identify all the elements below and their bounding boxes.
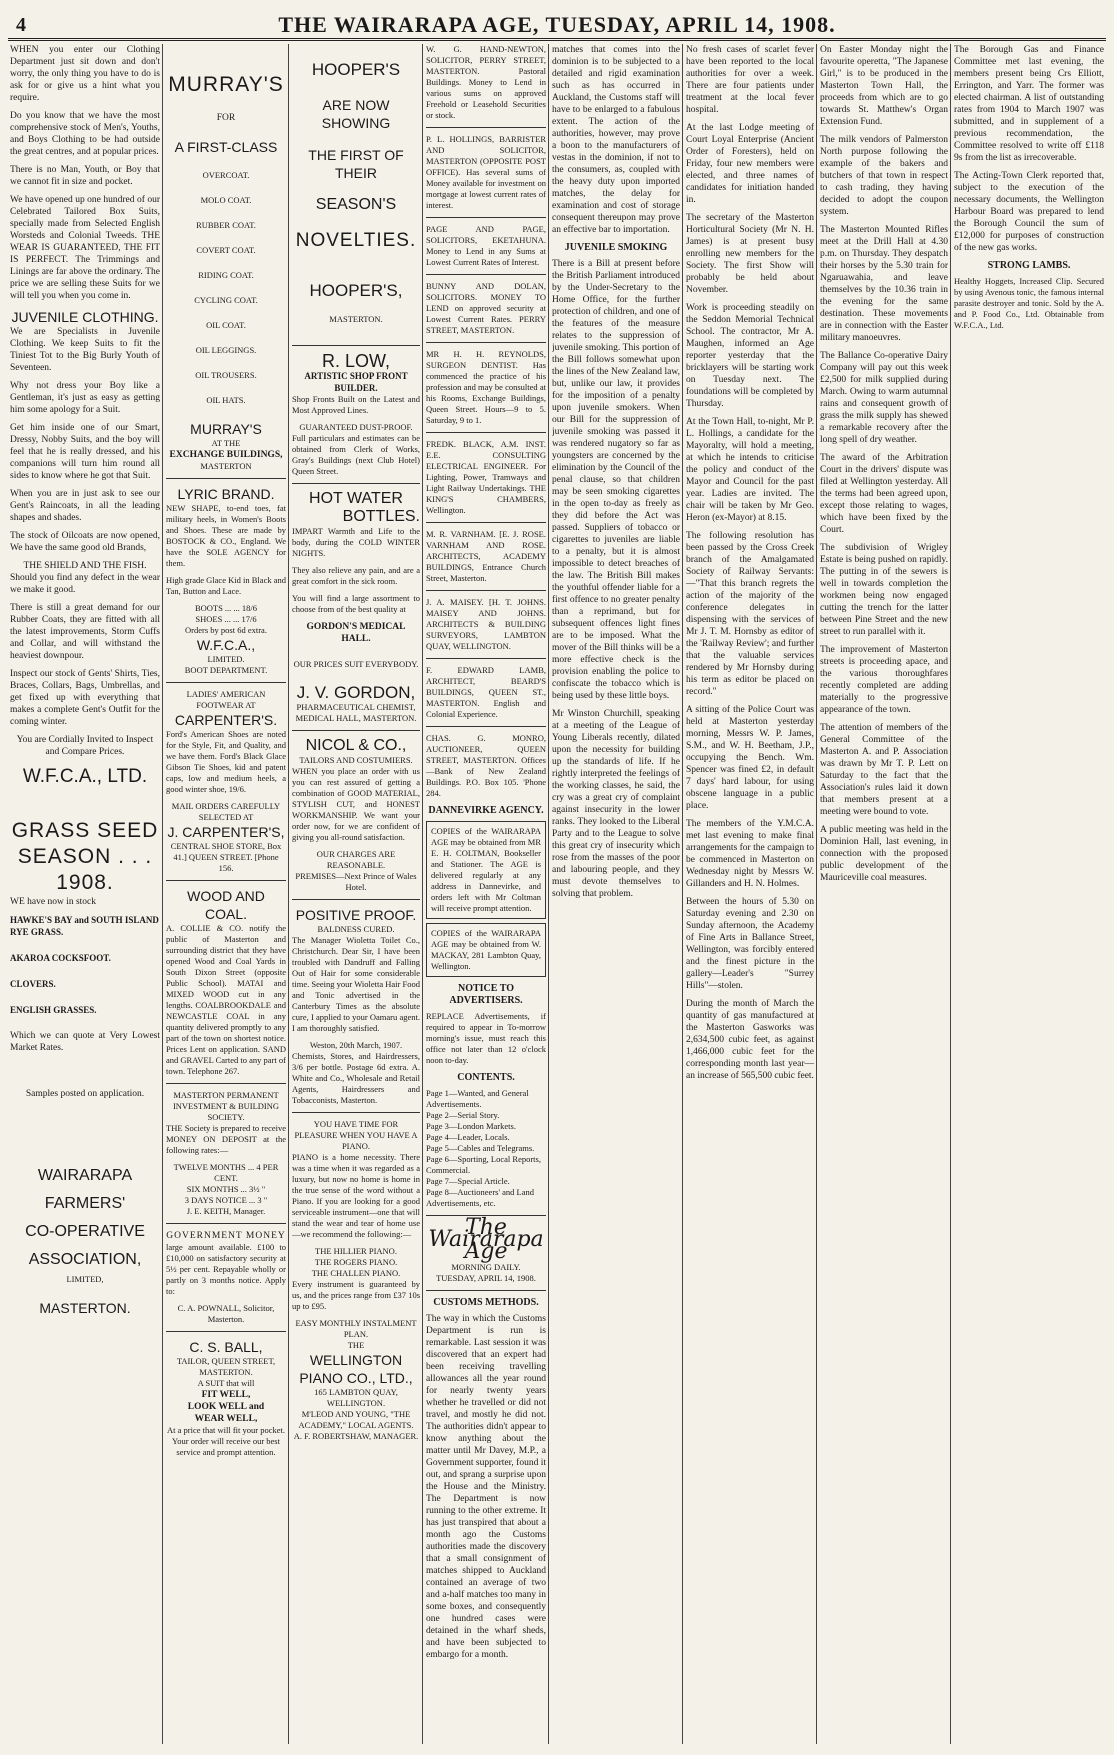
ad-text: They also relieve any pain, and are a great comfort in the sick room. bbox=[292, 565, 420, 586]
stock-item: AKAROA COCKSFOOT. bbox=[10, 953, 111, 963]
business-card: J. A. MAISEY. [H. T. JOHNS. MAISEY AND JOHNS. ARCHITECTS & BUILDING SURVEYORS, LAMBTON QUAY, WELLINGTON. bbox=[426, 597, 546, 651]
business-card: M. R. VARNHAM. [E. J. ROSE. VARNHAM AND ROSE. ARCHITECTS, ACADEMY BUILDINGS, Entrance Church Street, Masterton. bbox=[426, 529, 546, 583]
local-paragraph: Between the hours of 5.30 on Saturday evening and 2.30 on Sunday afternoon, the Academy of Fine Arts in Ballance Street, Wellington, was forcibly entered and the finest picture in the gallery—Leader's "Surrey Hills"—stolen. bbox=[686, 897, 814, 991]
coat-item: MOLO COAT. bbox=[200, 195, 252, 205]
article-paragraph: Should you find any defect in the wear we make it good. bbox=[10, 573, 160, 595]
column-rule bbox=[422, 44, 423, 1744]
article-paragraph: There is still a great demand for our Rubber Coats, they are fitted with all the latest improvements, Storm Cuffs and Collar, and will withstand the heaviest downpour. bbox=[10, 603, 160, 661]
carpenter-heading: CARPENTER'S. bbox=[174, 712, 278, 728]
column-1 bbox=[10, 44, 160, 1744]
business-card: PAGE AND PAGE, SOLICITORS, EKETAHUNA. Money to Lend in any Sums at Lowest Current Rates of Interest. bbox=[426, 224, 546, 267]
ball-heading: C. S. BALL, bbox=[189, 1339, 263, 1355]
local-paragraph: At the Town Hall, to-night, Mr P. L. Hollings, a candidate for the Mayoralty, will hold a meeting, at which he intends to criticise the policy and conduct of the Mayor and Council for the past year. Ladies are invited. The chair will be taken by Mr Geo. Heron (ex-Mayor) at 8.15. bbox=[686, 417, 814, 523]
ad-text: Weston, 20th March, 1907. bbox=[309, 1040, 403, 1050]
ad-text: PREMISES—Next Prince of Wales Hotel. bbox=[295, 871, 417, 892]
contents-item: Page 3—London Markets. bbox=[426, 1121, 516, 1131]
notice-text: REPLACE Advertisements, if required to appear in To-morrow morning's issue, must reach this office not later than 12 o'clock noon to-day. bbox=[426, 1011, 546, 1065]
local-paragraph: The milk vendors of Palmerston North purpose following the example of the bakers and butchers of that town in respect to cash trading, they having decided to adopt the coupon system. bbox=[820, 135, 948, 217]
society-heading: MASTERTON PERMANENT INVESTMENT & BUILDING SOCIETY. bbox=[172, 1090, 280, 1122]
ad-text: A. F. ROBERTSHAW, MANAGER. bbox=[293, 1431, 419, 1441]
juvenile-heading: JUVENILE CLOTHING. bbox=[11, 309, 159, 325]
editorial-paragraph: There is a Bill at present before the British Parliament introduced by the Under-Secretary to the Home Office, for the further protection of children, and one of the features of the measure relates to the suppression of juvenile smoking. This portion of the Bill follows somewhat upon the lines of the New Zealand law, but, unlike our law, it provides for the imposition of a penalty upon juvenile smokers. When our Bill for the suppression of juvenile smoking was passed it was rendered nugatory so far as youngsters are concerned by the elimination by the Council of the penal clause, so that children may be seen smoking cigarettes in the open to-day as freely as they did before the Act was passed. Suppliers of tobacco or cigarettes to juveniles are liable to a penalty, but it is almost impossible to detect breaches of the law. The British Bill makes the youthful offender liable for a first offence to no greater penalty than a reprimand, but for subsequent offences light fines are to be imposed. What the mover of the Bill thinks will be a more effective check is the provision enabling the police to confiscate the tobacco which is being used by these little boys. bbox=[552, 259, 680, 701]
wfca-heading: W.F.C.A., LTD. bbox=[22, 766, 148, 787]
agency-notice: COPIES of the WAIRARAPA AGE may be obtained from W. MACKAY, 281 Lambton Quay, Wellington. bbox=[426, 923, 546, 977]
column-4 bbox=[426, 44, 546, 1744]
fit-line: WEAR WELL, bbox=[194, 1414, 258, 1424]
local-paragraph: No fresh cases of scarlet fever have been reported to the local authorities for over a week. There are four patients under treatment at the local fever hospital. bbox=[686, 45, 814, 115]
farmers-town: MASTERTON. bbox=[39, 1300, 131, 1316]
agency-heading: DANNEVIRKE AGENCY. bbox=[428, 805, 544, 816]
column-8 bbox=[954, 44, 1104, 1744]
ad-subheading: YOU HAVE TIME FOR PLEASURE WHEN YOU HAVE A PIANO. bbox=[294, 1119, 418, 1151]
local-paragraph: The Masterton Mounted Rifles meet at the Drill Hall at 4.30 p.m. on Thursday. They despatch their horses by the 5.30 train for Ngaruawahia, and leave themselves by the 10.36 train in the evening for the same destination. These movements are in connection with the Easter military manoeuvres. bbox=[820, 225, 948, 343]
contents-item: Page 4—Leader, Locals. bbox=[426, 1132, 510, 1142]
rate-line: SIX MONTHS ... 3½ " bbox=[186, 1184, 266, 1194]
ad-subheading: ARTISTIC SHOP FRONT BUILDER. bbox=[304, 371, 408, 393]
hoopers-heading: HOOPER'S bbox=[311, 60, 401, 79]
ad-text: A. COLLIE & CO. notify the public of Masterton and surrounding district that they have opened Wood and Coal Yards in South Dixon Street (opposite Public School). MATAI and MIXED WOOD cut in any lengths. COALBROOKDALE and NEWCASTLE COAL in any quantity delivered promptly to any part of the town on shortest notice. Prices Lent on application. SAND and GRAVEL Carted to any part of town. Telephone 267. bbox=[166, 923, 286, 1076]
contents-item: Page 6—Sporting, Local Reports, Commercial. bbox=[426, 1154, 541, 1175]
article-paragraph: Inspect our stock of Gents' Shirts, Ties, Braces, Collars, Bags, Umbrellas, and get fixed up with everything that makes a complete Gent's Outfit for the coming winter. bbox=[10, 669, 160, 727]
hot-water-heading: BOTTLES. bbox=[342, 508, 420, 525]
editorial-paragraph: Mr Winston Churchill, speaking at a meeting of the League of Young Liberals recently, dilated upon the necessity for building up the standards of life. If he rightly interpreted the feelings of the working classes, he said, the cry was a great cry of complaint against insecurity in the lower ranks. They looked to the Liberal Party and to the League to solve this great cry of insecurity which rose from the masses of the poor and labouring people, and they must devote themselves to solving that problem. bbox=[552, 709, 680, 899]
grass-year: 1908. bbox=[56, 871, 114, 894]
column-rule bbox=[950, 44, 951, 1744]
article-paragraph: We have opened up one hundred of our Celebrated Tailored Box Suits, specially made from Selected English Worsteds and Colonial Tweeds. THE WEAR IS GUARANTEED, THE FIT IS PERFECT. The Trimmings and Linings are far above the ordinary. The price we are selling these Suits for we will tell you when you come in. bbox=[10, 195, 160, 301]
column-rule bbox=[548, 44, 549, 1744]
ad-text: MASTERTON bbox=[200, 461, 252, 471]
coat-item: OIL COAT. bbox=[206, 320, 246, 330]
column-6 bbox=[686, 44, 814, 1744]
nicol-heading: NICOL & CO., bbox=[305, 737, 407, 754]
article-paragraph: Which we can quote at Very Lowest Market Rates. bbox=[10, 1031, 160, 1053]
ad-text: NEW SHAPE, to-end toes, fat military heels, in Women's Boots and Shoes. These are made by BOSTOCK & CO., England. We have the SOLE AGENCY for them. bbox=[166, 503, 286, 568]
ad-text: TAILOR, QUEEN STREET, MASTERTON. bbox=[176, 1356, 276, 1377]
article-paragraph: We are Specialists in Juvenile Clothing. We keep Suits to fit the Tiniest Tot to the Big Burly Youth of Seventeen. bbox=[10, 327, 160, 373]
farmers-name: FARMERS' bbox=[44, 1195, 126, 1212]
ad-text: Full particulars and estimates can be obtained from Clerk of Works, Gray's Buildings (next Club Hotel) Queen Street. bbox=[292, 433, 420, 476]
fit-line: FIT WELL, bbox=[201, 1390, 251, 1400]
ad-text: M'LEOD AND YOUNG, "THE ACADEMY," LOCAL AGENTS. bbox=[298, 1409, 414, 1430]
ad-heading: STRONG LAMBS. bbox=[987, 260, 1071, 271]
hot-water-heading: HOT WATER bbox=[309, 490, 403, 507]
ad-text: The Manager Wioletta Toilet Co., Christchurch. Dear Sir, I have been troubled with Dandruff and Falling Out of Hair for some considerable time. Seeing your Wioletta Hair Food and Tonic advertised in the Canterbury Times as the absolute cure, I applied to your Oamaru agent. I am thoroughly satisfied. bbox=[292, 935, 420, 1033]
local-paragraph: A public meeting was held in the Dominion Hall, last evening, in connection with the proposed public development of the Mauriceville coal measures. bbox=[820, 825, 948, 883]
column-2 bbox=[166, 44, 286, 1744]
contents-item: Page 8—Auctioneers' and Land Advertisements, etc. bbox=[426, 1187, 534, 1208]
gov-money-heading: GOVERNMENT MONEY bbox=[166, 1231, 286, 1241]
coat-item: OIL TROUSERS. bbox=[195, 370, 257, 380]
murray-heading: MURRAY'S bbox=[168, 73, 284, 96]
column-3 bbox=[292, 44, 420, 1744]
column-rule bbox=[682, 44, 683, 1744]
column-rule bbox=[162, 44, 163, 1744]
stock-item: CLOVERS. bbox=[10, 979, 56, 989]
business-card: F. EDWARD LAMB, ARCHITECT, BEARD'S BUILDINGS, QUEEN ST., MASTERTON. English and Colonial Experience. bbox=[426, 665, 546, 719]
rate-line: 3 DAYS NOTICE ... 3 " bbox=[184, 1195, 268, 1205]
local-paragraph: A sitting of the Police Court was held at Masterton yesterday morning, Messrs W. P. James, S.M., and W. H. Beetham, J.P., occupying the Bench. Wm. Spencer was fined £2, in default 7 days' hard labour, for using obscene language in a public place. bbox=[686, 705, 814, 811]
business-card: W. G. HAND-NEWTON, SOLICITOR, PERRY STREET, MASTERTON. Pastoral Buildings. Money to Lend in various sums on approved Freehold or Leasehold Securities or stock. bbox=[426, 44, 546, 120]
contents-item: Page 1—Wanted, and General Advertisements. bbox=[426, 1088, 529, 1109]
farmers-name: CO-OPERATIVE bbox=[25, 1223, 145, 1240]
rate-line: TWELVE MONTHS ... 4 PER CENT. bbox=[173, 1162, 279, 1183]
article-paragraph: Get him inside one of our Smart, Dressy, Nobby Suits, and the boy will feel that he is really dressed, and his companions will turn him round all sides to know where he got that Suit. bbox=[10, 423, 160, 481]
coat-item: COVERT COAT. bbox=[196, 245, 256, 255]
ad-text: OUR CHARGES ARE REASONABLE. bbox=[316, 849, 396, 870]
coat-item: RIDING COAT. bbox=[198, 270, 254, 280]
ad-text: A SUIT that will bbox=[197, 1378, 255, 1388]
local-paragraph: On Easter Monday night the favourite operetta, "The Japanese Girl," is to be produced in the Masterton Town Hall, the proceeds from which are to go towards St. Matthew's Organ Extension Fund. bbox=[820, 45, 948, 127]
ad-text: CENTRAL SHOE STORE, Box 41.] QUEEN STREET. [Phone 156. bbox=[170, 841, 282, 873]
ad-text: WHEN you place an order with us you can rest assured of getting a combination of GOOD MATERIAL, STYLISH CUT, and HONEST WORKMANSHIP. We want your order now, for we are confident of giving you all-round satisfaction. bbox=[292, 766, 420, 842]
ad-text: OUR PRICES SUIT EVERYBODY. bbox=[293, 659, 419, 669]
local-paragraph: At the last Lodge meeting of Court Loyal Enterprise (Ancient Order of Foresters), held on Friday, four new members were elected, and three names of candidates for initiation handed in. bbox=[686, 123, 814, 205]
contents-item: Page 2—Serial Story. bbox=[426, 1110, 500, 1120]
gordon-name: J. V. GORDON, bbox=[296, 683, 416, 702]
article-paragraph: When you are in just ask to see our Gent's Raincoats, in all the leading shapes and shades. bbox=[10, 489, 160, 523]
masthead-sub: MORNING DAILY. bbox=[451, 1262, 521, 1272]
article-paragraph: Do you know that we have the most comprehensive stock of Men's, Youths, and Boys Clothing to be had outside the great centres, and at popular prices. bbox=[10, 111, 160, 157]
column-5 bbox=[552, 44, 680, 1744]
article-paragraph: There is no Man, Youth, or Boy that we cannot fit in size and pocket. bbox=[10, 165, 160, 187]
farmers-name: ASSOCIATION, bbox=[28, 1251, 142, 1268]
price-line: BOOTS ... ... 18/6 bbox=[194, 603, 258, 613]
price-line: SHOES ... ... 17/6 bbox=[195, 614, 257, 624]
ad-text: MASTERTON. bbox=[329, 314, 383, 324]
ad-text: C. A. POWNALL, Solicitor, Masterton. bbox=[177, 1303, 275, 1324]
farmers-name: WAIRARAPA bbox=[37, 1167, 133, 1184]
coat-item: RUBBER COAT. bbox=[196, 220, 256, 230]
ad-text: Shop Fronts Built on the Latest and Most Approved Lines. bbox=[292, 394, 420, 415]
business-card: MR H. H. REYNOLDS, SURGEON DENTIST. Has commenced the practice of his profession and may be consulted at his Rooms, Exchange Buildings, Queen Street. Hours—9 to 5. Saturday, 9 to 1. bbox=[426, 349, 546, 425]
ad-text: Healthy Hoggets, Increased Clip. Secured by using Avenous tonic, the famous internal parasite destroyer and tonic. Sold by the A. and P. Food Co., Ltd. Obtainable from W.F.C.A., Ltd. bbox=[954, 276, 1104, 330]
page-number: 4 bbox=[16, 14, 26, 36]
business-card: P. L. HOLLINGS, BARRISTER AND SOLICITOR, MASTERTON (OPPOSITE POST OFFICE). Has several sums of Money available for investment on mortgage at lowest current rates of interest. bbox=[426, 134, 546, 210]
editorial-masthead: The Wairarapa Age bbox=[428, 1215, 544, 1264]
editorial-paragraph: The way in which the Customs Department is run is remarkable. Last session it was discovered that an expert had been receiving travelling allowances all the year round for nearly twenty years whether he travelled or did not travel, and mostly he did not. The authorities didn't appear to know anything about the matter until Mr Davey, M.P., a Government supporter, found it out, and sprang a surprise upon the House and the Ministry. The Department is now running to the other extreme. It has just transpired that about a month ago the Customs authorities made the discovery that a small consignment of matches shipped to Auckland contained an average of two and a-half matches too many in some boxes, and consequently one hundred cases were detained in the wharf sheds, and have been subjected to embargo for a month. bbox=[426, 1314, 546, 1660]
ad-subheading: ARE NOW SHOWING bbox=[321, 97, 391, 131]
business-card: BUNNY AND DOLAN, SOLICITORS. MONEY TO LEND on approved security at Lowest Current Rates. PERRY STREET, MASTERTON. bbox=[426, 281, 546, 335]
editorial-paragraph: matches that comes into the dominion is to be subjected to a detailed and rigid examination such as has occurred in Auckland, the Customs staff will have to be enlarged to a fabulous extent. The action of the authorities, however, may prove a boon to the manufacturers of vestas in the dominion, if not to the consumers, as, coupled with the heavy duty upon imported matches, the delay for examination and cost of storage consequent thereupon may prove an effective bar to importation. bbox=[552, 45, 680, 235]
ad-text: AT THE bbox=[211, 438, 241, 448]
local-paragraph: The Ballance Co-operative Dairy Company will pay out this week £2,500 for milk supplied during March. Owing to warm autumnal rains and consequent growth of grass the milk supply has shewed a remarkable recovery after the long spell of dry weather. bbox=[820, 351, 948, 445]
masthead-date: TUESDAY, APRIL 14, 1908. bbox=[436, 1273, 536, 1283]
coat-item: OIL HATS. bbox=[206, 395, 246, 405]
article-paragraph: The stock of Oilcoats are now opened, We have the same good old Brands, bbox=[10, 531, 160, 553]
coat-item: OVERCOAT. bbox=[202, 170, 250, 180]
local-paragraph: The subdivision of Wrigley Estate is being pushed on rapidly. The putting in of the sewers is well in towards completion the workmen being now engaged cutting the trench for the latter between Pine Street and the new street to run parallel with it. bbox=[820, 543, 948, 637]
ad-subheading: THE FIRST OF THEIR bbox=[308, 147, 404, 181]
local-paragraph: The following resolution has been passed by the Cross Creek branch of the Amalgamated Society of Railway Servants:—"That this branch regrets the action of the majority of the conference delegates in dispensing with the services of Mr J. T. M. Hornsby as editor of the 'Railway Review'; and further that the valuable services rendered by Mr Hornsby during his term as editor be placed on record." bbox=[686, 531, 814, 697]
agency-notice: COPIES of the WAIRARAPA AGE may be obtained from MR E. H. COLTMAN, Bookseller and Stationer. The AGE is delivered regularly at any address in Dannevirke, and orders left with Mr Coltman will receive prompt attention. bbox=[426, 821, 546, 919]
ad-text: large amount available. £100 to £10,000 on satisfactory security at 5½ per cent. Repayable wholly or partly on 3 months notice. Apply to: bbox=[166, 1242, 286, 1296]
contents-item: Page 5—Cables and Telegrams. bbox=[426, 1143, 535, 1153]
ad-text: Every instrument is guaranteed by us, and the prices range from £37 10s up to £95. bbox=[292, 1279, 420, 1311]
local-paragraph: The attention of members of the General Committee of the Masterton A. and P. Association was drawn by Mr T. P. Lett on Saturday to the fact that the Association's rules laid it down that members present at a meeting were bound to vote. bbox=[820, 723, 948, 817]
contents-heading: CONTENTS. bbox=[457, 1072, 515, 1083]
grass-heading: GRASS SEED bbox=[11, 819, 159, 842]
business-card: CHAS. G. MONRO, AUCTIONEER, QUEEN STREET, MASTERTON. Offices—Bank of New Zealand Buildings. P.O. Box 105. 'Phone 284. bbox=[426, 733, 546, 798]
farmers-limited: LIMITED, bbox=[66, 1274, 104, 1284]
ad-text: MEDICAL HALL, MASTERTON. bbox=[295, 713, 417, 723]
article-paragraph: Samples posted on application. bbox=[25, 1089, 145, 1099]
ad-text: MAIL ORDERS CAREFULLY SELECTED AT bbox=[171, 801, 281, 822]
ad-text: THE Society is prepared to receive MONEY ON DEPOSIT at the following rates:— bbox=[166, 1123, 286, 1155]
local-paragraph: Work is proceeding steadily on the Seddon Memorial Technical School. The contractor, Mr A. Maughen, informed an Age reporter yesterday that the bricklayers will be starting work on Tuesday next. The foundations will be completed by Thursday. bbox=[686, 303, 814, 409]
grass-heading: SEASON . . . bbox=[17, 845, 153, 868]
ad-text: PIANO is a home necessity. There was a time when it was regarded as a luxury, but now no home is home in the true sense of the word without a Piano. If you are looking for a good serviceable instrument—one that will stand the wear and tear of home use—we recommend the following:— bbox=[292, 1152, 420, 1239]
ad-subheading: A FIRST-CLASS bbox=[174, 139, 278, 155]
ad-text: TAILORS AND COSTUMIERS. bbox=[299, 755, 413, 765]
positive-heading: POSITIVE PROOF. bbox=[295, 907, 417, 923]
editorial-heading: CUSTOMS METHODS. bbox=[433, 1297, 539, 1308]
ad-text: 165 LAMBTON QUAY, WELLINGTON. bbox=[314, 1387, 398, 1408]
wood-heading: WOOD AND COAL. bbox=[187, 888, 265, 922]
ad-text: IMPART Warmth and Life to the body, during the COLD WINTER NIGHTS. bbox=[292, 526, 420, 558]
local-paragraph: The Borough Gas and Finance Committee met last evening, the members present being Crs Elliott, Errington, and Yarr. The former was elected chairman. A list of outstanding rates from 1904 to March 1907 was submitted, and in supplement of a previous recommendation, the Committee resolved to write off £118 9s from the list as irrecoverable. bbox=[954, 45, 1104, 163]
local-paragraph: The secretary of the Masterton Horticultural Society (Mr N. H. James) is at present busy enrolling new members for the Society. The first Show will probably be held about November. bbox=[686, 213, 814, 295]
masthead bbox=[8, 8, 1106, 41]
ad-text: BALDNESS CURED. bbox=[317, 924, 395, 934]
carpenter-heading: J. CARPENTER'S, bbox=[167, 824, 285, 840]
ad-text: Your order will receive our best service and prompt attention. bbox=[172, 1436, 280, 1457]
coat-item: CYCLING COAT. bbox=[194, 295, 258, 305]
gordons-heading: GORDON'S MEDICAL HALL. bbox=[306, 622, 406, 644]
ad-text: LADIES' AMERICAN FOOTWEAR AT bbox=[186, 689, 266, 710]
invitation: You are Cordially Invited to Inspect and Compare Prices. bbox=[16, 735, 154, 757]
column-rule bbox=[816, 44, 817, 1744]
stock-item: ENGLISH GRASSES. bbox=[10, 1005, 97, 1015]
ad-subheading: EXCHANGE BUILDINGS, bbox=[169, 450, 283, 460]
ad-text: LIMITED. bbox=[207, 654, 245, 664]
contents-item: Page 7—Special Article. bbox=[426, 1176, 510, 1186]
lyric-heading: LYRIC BRAND. bbox=[177, 486, 275, 502]
stock-item: HAWKE'S BAY and SOUTH ISLAND RYE GRASS. bbox=[10, 915, 159, 937]
newspaper-title: THE WAIRARAPA AGE, TUESDAY, APRIL 14, 1908. bbox=[278, 12, 836, 37]
piano-item: THE CHALLEN PIANO. bbox=[311, 1268, 401, 1278]
notice-heading: NOTICE TO ADVERTISERS. bbox=[449, 983, 523, 1006]
ad-text: PHARMACEUTICAL CHEMIST, bbox=[296, 702, 416, 712]
wfca-heading: W.F.C.A., bbox=[196, 637, 256, 653]
ad-text: GUARANTEED DUST-PROOF. bbox=[299, 422, 413, 432]
ad-text: Ford's American Shoes are noted for the Style, Fit, and Quality, and we have them. Ford's Black Glace Gibson Tie Shoes, kid and patent caps, low and medium heels, a good winter shoe, 19/6. bbox=[166, 729, 286, 794]
ad-text: You will find a large assortment to choose from of the best quality at bbox=[292, 593, 420, 614]
article-paragraph: WE have now in stock bbox=[10, 897, 97, 907]
local-paragraph: The Acting-Town Clerk reported that, subject to the execution of the necessary documents, the Wellington Harbour Board was prepared to lend the Borough Council the sum of £12,000 for purposes of construction of the new gas works. bbox=[954, 171, 1104, 253]
ad-text: THE bbox=[347, 1340, 365, 1350]
coat-item: OIL LEGGINGS. bbox=[195, 345, 257, 355]
ad-text: EASY MONTHLY INSTALMENT PLAN. bbox=[295, 1318, 417, 1339]
local-paragraph: During the month of March the quantity of gas manufactured at the Masterton Gasworks was 2,634,500 cubic feet, as against 1,466,000 cubic feet for the corresponding month last year—an increase of 565,500 cubic feet. bbox=[686, 999, 814, 1081]
low-heading: R. LOW, bbox=[321, 351, 390, 371]
ad-text: Orders by post 6d extra. bbox=[185, 625, 267, 635]
piano-item: THE ROGERS PIANO. bbox=[314, 1257, 398, 1267]
ad-text: Chemists, Stores, and Hairdressers, 3/6 per bottle. Postage 6d extra. A. White and Co., Wholesale and Retail Agents, Hairdressers and Tobacconists, Masterton. bbox=[292, 1051, 420, 1105]
hoopers-heading: HOOPER'S, bbox=[309, 281, 403, 300]
column-7 bbox=[820, 44, 948, 1744]
ad-text: J. E. KEITH, Manager. bbox=[186, 1206, 266, 1216]
fit-line: LOOK WELL and bbox=[187, 1402, 265, 1412]
ad-text: High grade Glace Kid in Black and Tan, Button and Lace. bbox=[166, 575, 286, 596]
ad-text: FOR bbox=[216, 113, 236, 123]
wellington-piano-heading: WELLINGTON PIANO CO., LTD., bbox=[299, 1352, 413, 1386]
piano-item: THE HILLIER PIANO. bbox=[315, 1246, 397, 1256]
local-paragraph: The award of the Arbitration Court in the drivers' dispute was filed at Wellington yesterday. All the terms had been agreed upon, except those relating to wages, which have been fixed by the Court. bbox=[820, 453, 948, 535]
ad-text: At a price that will fit your pocket. bbox=[166, 1425, 286, 1435]
editorial-heading: JUVENILE SMOKING bbox=[564, 242, 668, 253]
local-paragraph: The members of the Y.M.C.A. met last evening to make final arrangements for the campaign to be commenced in Masterton on Wednesday night by Messrs W. Gillanders and H. N. Holmes. bbox=[686, 819, 814, 889]
column-rule bbox=[288, 44, 289, 1744]
ad-subheading: SEASON'S bbox=[315, 196, 397, 213]
murray-heading: MURRAY'S bbox=[190, 421, 262, 437]
brand-name: THE SHIELD AND THE FISH. bbox=[23, 561, 147, 571]
novelties-heading: NOVELTIES. bbox=[295, 230, 417, 251]
ad-text: BOOT DEPARTMENT. bbox=[184, 665, 268, 675]
local-paragraph: The improvement of Masterton streets is proceeding apace, and the various thoroughfares recently completed are adding materially to the progressive appearance of the town. bbox=[820, 645, 948, 715]
clothing-intro: WHEN you enter our Clothing Department just sit down and don't worry, the only thing you have to do is ask for or give us a hint what you require. bbox=[10, 45, 160, 103]
article-paragraph: Why not dress your Boy like a Gentleman, it's just as easy as getting him some apology for a Suit. bbox=[10, 381, 160, 415]
business-card: FREDK. BLACK, A.M. INST. E.E. CONSULTING ELECTRICAL ENGINEER. For Lighting, Power, Tramways and Light Railway Undertakings. THE KING'S CHAMBERS, Wellington. bbox=[426, 439, 546, 515]
